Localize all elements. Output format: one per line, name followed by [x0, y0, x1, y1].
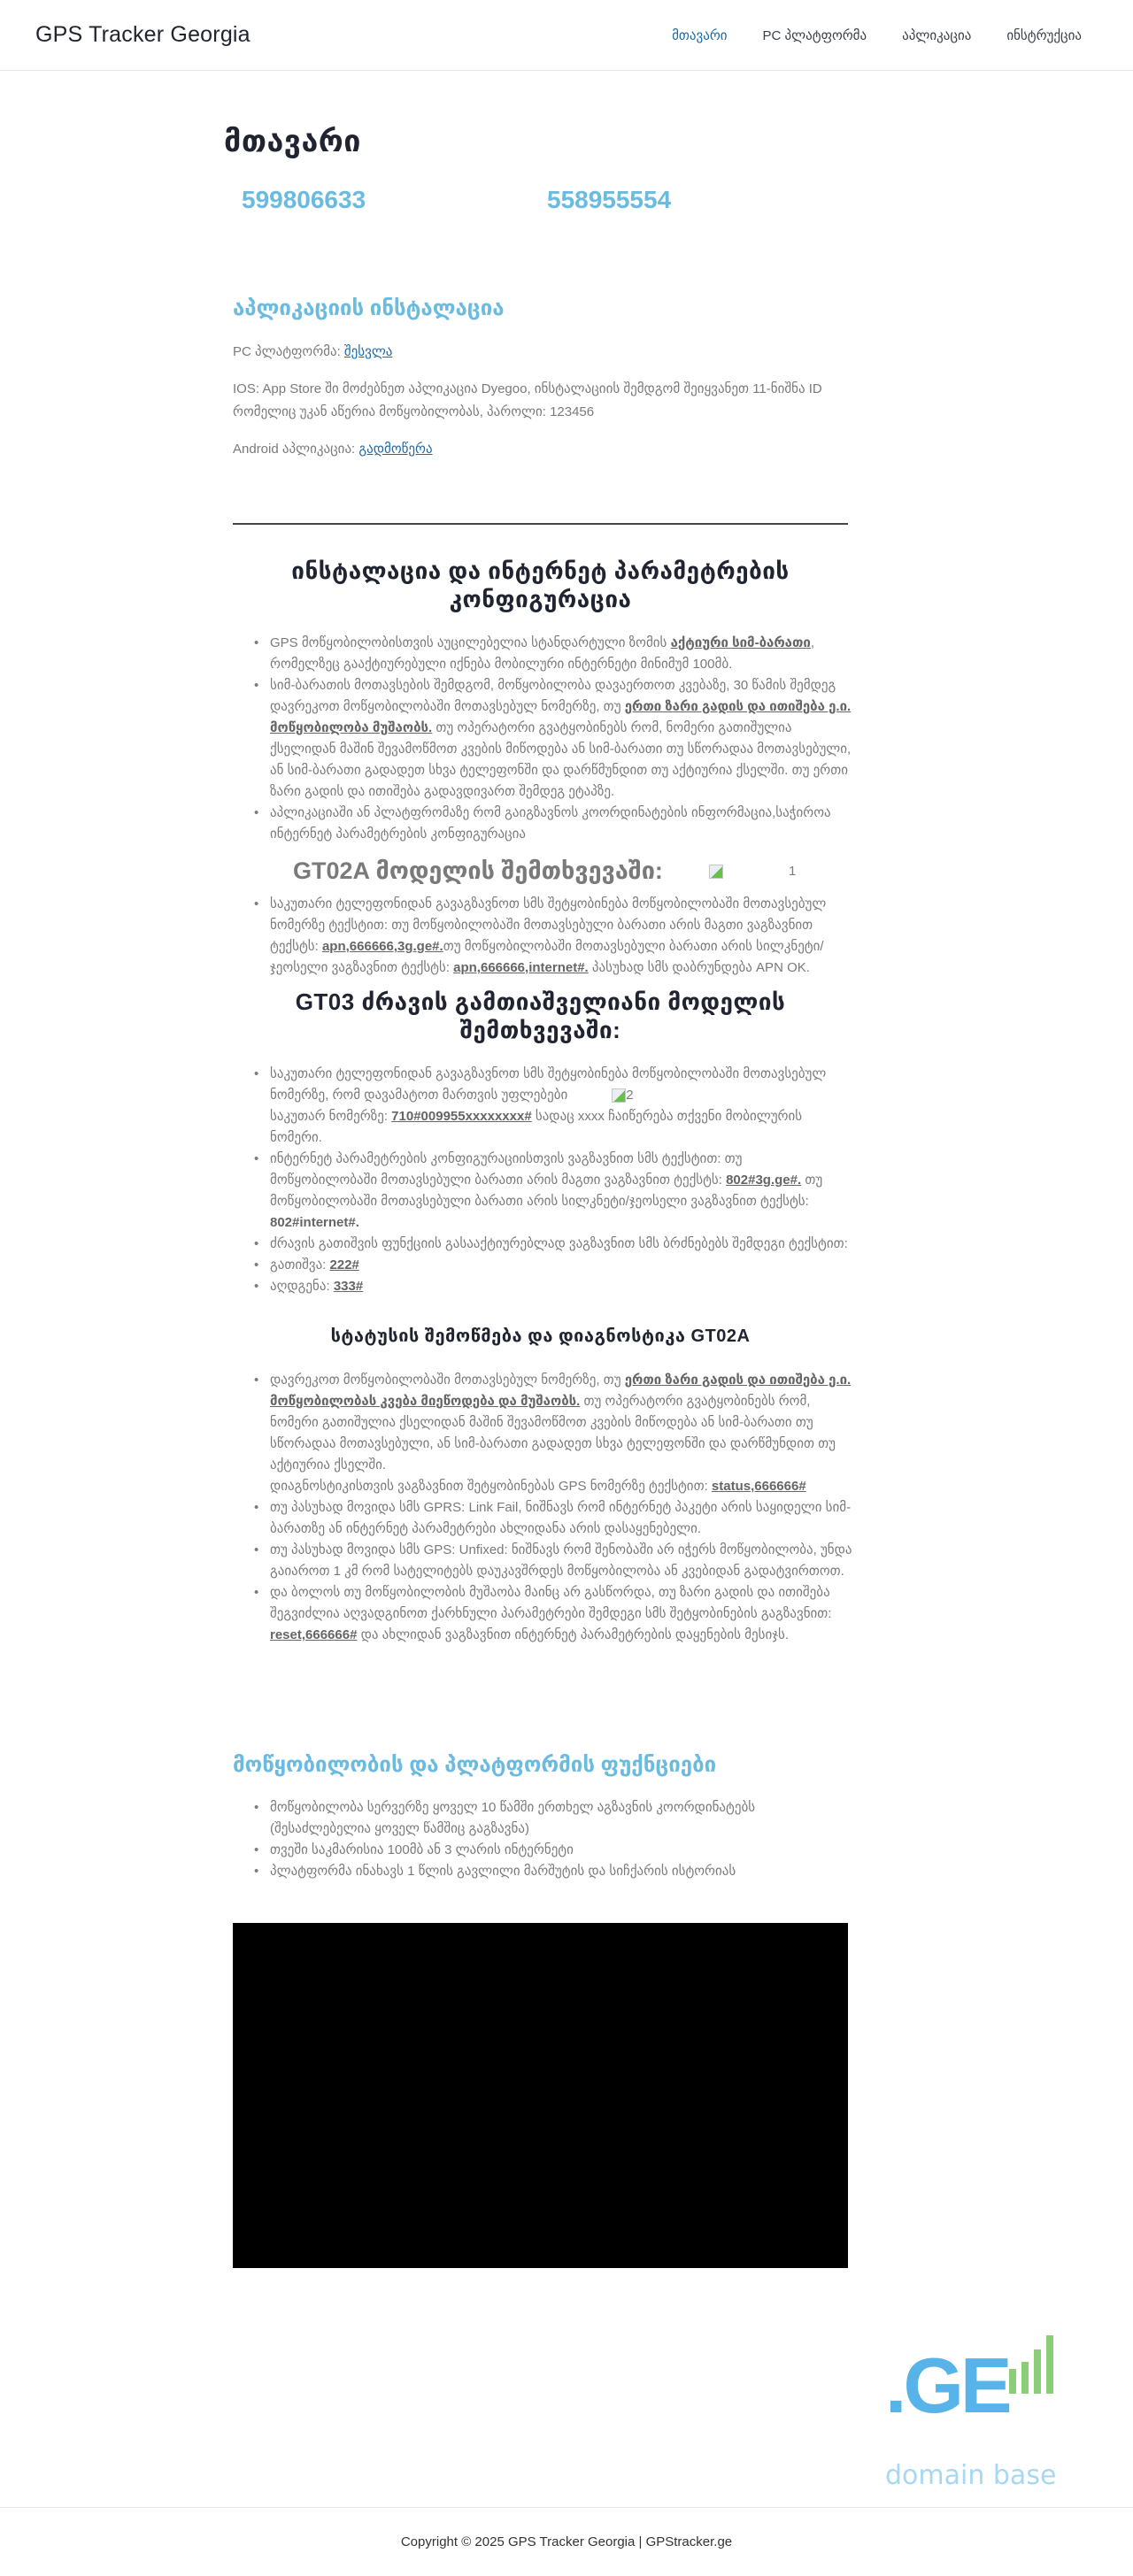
text: თუ მოწყობილობაში მოთავსებული ბარათი არის სილკნეტი/ჯეოსელი ვაგზავნით ტექსტს:	[270, 939, 824, 975]
phone-numbers	[233, 186, 888, 214]
page-title: მთავარი	[224, 125, 361, 158]
android-download-link[interactable]: გადმოწერა	[358, 442, 433, 457]
pc-platform-label: PC პლატფორმა:	[233, 344, 344, 359]
text: პასუხად სმს დაბრუნდება APN OK.	[588, 960, 810, 975]
command-code: 802#3g.ge#.	[726, 1173, 802, 1188]
phone-number-2[interactable]: 558955554	[547, 186, 672, 213]
signal-bars-icon	[1009, 2332, 1053, 2394]
phone-number-1[interactable]: 599806633	[242, 186, 366, 213]
text: თუ მოწყობილობაში მოთავსებული ბარათი არის სილკნეტი/ჯეოსელი ვაგზავნით ტექსტს:	[270, 1173, 823, 1210]
pc-login-link[interactable]: შესვლა	[343, 344, 393, 359]
list-item: • თუ პასუხად მოვიდა სმს GPRS: Link Fail, ნიშნავს რომ ინტერნეტ პაკეტი არის საყიდელი სიმ-ბარათზე ან ინტერნეტ პარამეტრები ახლიდანა არის დასაყენებელი.	[259, 1497, 852, 1540]
ge-logo-subtitle: domain base	[885, 2460, 1057, 2491]
signal-bar	[1021, 2362, 1029, 2394]
app-install-heading: აპლიკაციის ინსტალაცია	[233, 296, 505, 320]
android-line	[233, 438, 852, 461]
command-code: apn,666666,3g.ge#.	[321, 939, 443, 954]
text: საკუთარი ტელეფონიდან გავაგზავნოთ სმს შეტყობინება მოწყობილობაში მოთავსებულ ნომერზე ტექსტით: თუ მოწყობილობაში მოთავსებული ბარათი არის მაგთი ვაგზავნით ტექსტს:	[270, 896, 827, 954]
signal-bar	[1009, 2369, 1016, 2394]
site-title-link[interactable]: GPS Tracker Georgia	[35, 22, 250, 47]
install-config-heading: ინსტალაცია და ინტერნეტ პარამეტრების კონფიგურაცია	[291, 557, 790, 612]
text: სადაც xxxx ჩაიწერება თქვენი მობილურის ნომერი.	[270, 1109, 803, 1146]
section-divider	[233, 523, 848, 525]
list-item	[259, 1064, 852, 1149]
text: თუ ოპერატორი გვატყობინებს რომ, ნომერი გათიშულია ქსელიდან მაშინ შევამოწმოთ კვების მიწოდება ან სიმ-ბარათი თუ სწორადაა მოთავსებული, ან სიმ-ბარათი გადადეთ სხვა ტელეფონში და დარწმუნდით თუ აქტიურია ქსელში. თუ ერთი ზარი გადის და ითიშება გადავდივართ შემდეგ ეტაპზე.	[270, 720, 852, 799]
list-item	[259, 894, 852, 979]
active-sim-emphasis: აქტიური სიმ-ბარათი	[670, 635, 811, 650]
text: GPS მოწყობილობისთვის აუცილებელია სტანდარტული ზომის	[270, 635, 671, 650]
text: საკუთარი ტელეფონიდან გავაგზავნოთ სმს შეტყობინება მოწყობილობაში მოთავსებულ ნომერზე, რომ დავამატოთ მართვის უფლებები	[270, 1066, 827, 1103]
call-check-emphasis: ერთი ზარი გადის და ითიშება ე.ი. მოწყობილობა მუშაობს.	[270, 699, 852, 735]
copyright-text: Copyright © 2025 GPS Tracker Georgia | GPStracker.ge	[400, 2534, 733, 2549]
features-list	[233, 1797, 852, 1882]
command-code: reset,666666#	[270, 1627, 358, 1643]
inline-image	[612, 1085, 633, 1106]
domain-base-badge[interactable]	[885, 2323, 1062, 2500]
video-player[interactable]	[233, 1923, 848, 2268]
site-header	[0, 0, 1133, 71]
text: გათიშვა:	[270, 1257, 330, 1273]
list-item: • პლატფორმა ინახავს 1 წლის გავლილი მარშუტის და სიჩქარის ისტორიას	[259, 1861, 852, 1882]
list-item	[259, 675, 852, 803]
text: თუ ოპერატორი გვატყობინებს რომ, ნომერი გათიშულია ქსელიდან მაშინ შევამოწმოთ კვების მიწოდება ან სიმ-ბარათი თუ სწორადაა მოთავსებული, ან სიმ-ბარათი გადადეთ სხვა ტელეფონში და დარწმუნდით თუ აქტიურია ქსელში.	[270, 1394, 836, 1473]
list-item: • აპლიკაციაში ან პლატფრომაზე რომ გაიგზავნოს კოორდინატების ინფორმაცია,საჭიროა ინტერნეტ პარამეტრების კონფიგურაცია	[259, 803, 852, 845]
text: სიმ-ბარათის მოთავსების შემდგომ, მოწყობილობა დავაერთოთ კვებაზე, 30 წამის შემდეგ დავრეკოთ მოწყობილობაში მოთავსებულ ნომერზე, თუ	[270, 678, 836, 714]
install-config-list	[233, 633, 852, 845]
gt02a-title-row	[293, 857, 888, 885]
gt02a-title: GT02A მოდელის შემთხვევაში:	[293, 857, 663, 884]
site-footer	[0, 2507, 1133, 2576]
nav-item-home[interactable]: მთავარი	[672, 27, 728, 43]
list-item: • თუ პასუხად მოვიდა სმს GPS: Unfixed: ნიშნავს რომ შენობაში არ იჭერს მოწყობილობა, უნდა გაიაროთ 1 კმ რომ სატელიტებს დაუკავშრდეს მოწყობილობა ან კვებიდან გადატვირთოთ.	[259, 1540, 852, 1582]
ios-instructions: IOS: App Store ში მოძებნეთ აპლიკაცია Dyegoo, ინსტალაციის შემდგომ შეიყვანეთ 11-ნიშნა ID რომელიც უკან აწერია მოწყობილობას, პაროლი: 123456	[233, 381, 822, 419]
signal-bar	[1046, 2335, 1053, 2394]
broken-image-icon	[709, 865, 723, 879]
command-code: apn,666666,internet#.	[453, 960, 589, 975]
gt02a-list	[233, 894, 852, 979]
list-item	[259, 1582, 852, 1646]
list-item	[259, 1149, 852, 1234]
features-heading: მოწყობილობის და პლატფორმის ფუქნციები	[233, 1753, 717, 1778]
command-code: 710#009955xxxxxxxx#	[391, 1109, 532, 1125]
image-alt-text: 1	[789, 864, 797, 879]
status-list	[233, 1370, 852, 1646]
text: დიაგნოსტიკისთვის ვაგზავნით შეტყობინებას GPS ნომერზე ტექსტით:	[270, 1479, 712, 1495]
nav-item-pc-platform[interactable]: PC პლატფორმა	[762, 27, 867, 43]
image-alt-text: 2	[626, 1088, 634, 1103]
list-item	[259, 1255, 852, 1276]
status-diagnostics-heading: სტატუსის შემოწმება და დიაგნოსტიკა GT02A	[330, 1326, 751, 1347]
gt03-list	[233, 1064, 852, 1297]
list-item	[259, 1370, 852, 1497]
list-item	[259, 1276, 852, 1297]
command-code: 802#internet#.	[270, 1215, 359, 1231]
pc-platform-line	[233, 341, 852, 364]
call-check-emphasis: ერთი ზარი გადის და ითიშება ე.ი. მოწყობილობას კვება მიეწოდება და მუშაობს.	[270, 1373, 852, 1410]
command-code: 222#	[329, 1257, 359, 1273]
gt03-heading: GT03 ძრავის გამთიაშველიანი მოდელის შემთხვევაში:	[295, 988, 786, 1043]
list-item: • მოწყობილობა სერვერზე ყოველ 10 წამში ერთხელ აგზავნის კოორდინატებს (შესაძლებელია ყოველ წამშიც გაგზავნა)	[259, 1797, 852, 1840]
text: და ახლიდან ვაგზავნით ინტერნეტ პარამეტრების დაყენების მესიჯს.	[357, 1627, 790, 1643]
android-label: Android აპლიკაცია:	[233, 442, 359, 457]
list-item	[259, 633, 852, 675]
list-item: • თვეში საკმარისია 100მბ ან 3 ლარის ინტერნეტი	[259, 1840, 852, 1861]
ge-logo-text: .GE	[885, 2341, 1009, 2429]
signal-bar	[1034, 2349, 1041, 2394]
text: საკუთარ ნომერზე:	[270, 1109, 392, 1125]
text: ინტერნეტ პარამეტრების კონფიგურაციისთვის ვაგზავნით სმს ტექსტით: თუ მოწყობილობაში მოთავსებული ბარათი არის მაგთი ვაგზავნით ტექსტს:	[270, 1151, 743, 1188]
broken-image-icon	[612, 1088, 626, 1103]
nav-item-instructions[interactable]: ინსტრუქცია	[1006, 27, 1082, 43]
text: დავრეკოთ მოწყობილობაში მოთავსებულ ნომერზე, თუ	[270, 1373, 625, 1388]
text: აღდგენა:	[270, 1279, 334, 1295]
main-nav	[672, 27, 1082, 43]
nav-item-application[interactable]: აპლიკაცია	[902, 27, 972, 43]
list-item: • ძრავის გათიშვის ფუნქციის გასააქტიურებლად ვაგზავნით სმს ბრძნებებს შემდეგი ტექსტით:	[259, 1234, 852, 1255]
main-content	[224, 71, 888, 2268]
command-code: status,666666#	[711, 1479, 806, 1495]
command-code: 333#	[333, 1279, 364, 1295]
text: , რომელზეც გააქტიურებული იქნება მობილური ინტერნეტი მინიმუმ 100მბ.	[270, 635, 815, 672]
text: და ბოლოს თუ მოწყობილობის მუშაობა მაინც არ გასწორდა, თუ ზარი გადის და ითიშება შეგვიძლია აღვადგინოთ ქარხნული პარამეტრები შემდეგი სმს შეტყობინების გაგზავნით:	[270, 1585, 832, 1622]
